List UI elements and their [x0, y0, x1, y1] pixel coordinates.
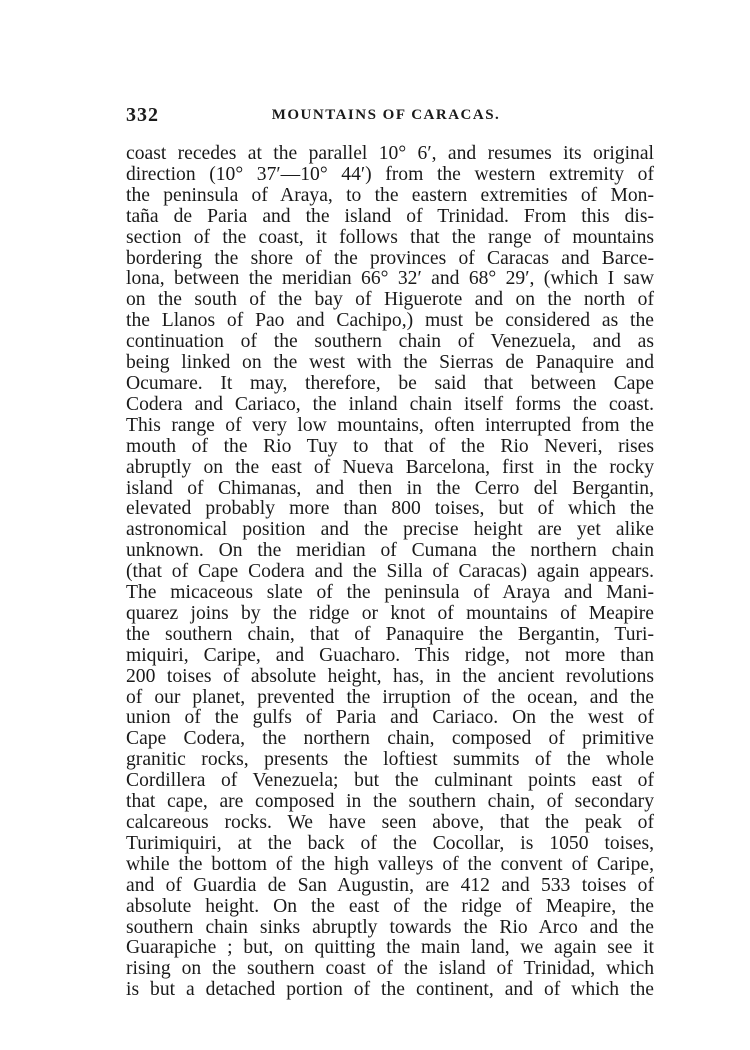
text-line: the Llanos of Pao and Cachipo,) must be considered as the	[126, 310, 654, 332]
text-line: mouth of the Rio Tuy to that of the Rio Neveri, rises	[126, 435, 654, 457]
text-line: Cape Codera, the northern chain, composed of primitive	[126, 728, 654, 750]
text-line: southern chain sinks abruptly towards the Rio Arco and the	[126, 916, 654, 938]
text-line: calcareous rocks. We have seen above, that the peak of	[126, 812, 654, 833]
text-line: granitic rocks, presents the loftiest summits of the whole	[126, 749, 654, 771]
page-header	[126, 104, 646, 128]
text-line: is but a detached portion of the continent, and of which the	[126, 979, 654, 1001]
text-line: Codera and Cariaco, the inland chain itself forms the coast.	[126, 393, 654, 415]
text-line: being linked on the west with the Sierras de Panaquire and	[126, 352, 654, 374]
text-line: unknown. On the meridian of Cumana the northern chain	[126, 540, 654, 562]
text-line: Guarapiche ; but, on quitting the main land, we again see it	[126, 937, 654, 959]
text-line: astronomical position and the precise height are yet alike	[126, 519, 654, 541]
text-line: of our planet, prevented the irruption of the ocean, and the	[126, 686, 654, 708]
text-line: that cape, are composed in the southern chain, of secondary	[126, 791, 654, 813]
text-line: Ocumare. It may, therefore, be said that between Cape	[126, 372, 654, 394]
text-line: union of the gulfs of Paria and Cariaco. On the west of	[126, 707, 654, 729]
body-paragraph	[126, 144, 654, 1001]
text-line: This range of very low mountains, often interrupted from the	[126, 414, 654, 436]
text-line: and of Guardia de San Augustin, are 412 and 533 toises of	[126, 874, 654, 896]
running-title: MOUNTAINS OF CARACAS.	[271, 107, 501, 123]
page-number: 332	[126, 104, 159, 126]
text-line: on the south of the bay of Higuerote and on the north of	[126, 289, 654, 311]
text-line: miquiri, Caripe, and Guacharo. This ridge, not more than	[126, 644, 654, 666]
text-line: abruptly on the east of Nueva Barcelona, first in the rocky	[126, 456, 654, 478]
text-line: the peninsula of Araya, to the eastern extremities of Mon-	[126, 184, 654, 206]
text-line: rising on the southern coast of the island of Trinidad, which	[126, 958, 654, 980]
text-line: coast recedes at the parallel 10° 6′, and resumes its original	[126, 143, 654, 164]
text-line: direction (10° 37′—10° 44′) from the western extremity of	[126, 163, 654, 185]
text-line: taña de Paria and the island of Trinidad. From this dis-	[126, 205, 654, 227]
text-line: island of Chimanas, and then in the Cerro del Bergantin,	[126, 477, 654, 499]
text-line: absolute height. On the east of the ridge of Meapire, the	[126, 895, 654, 917]
text-line: Cordillera of Venezuela; but the culminant points east of	[126, 770, 654, 792]
text-line: The micaceous slate of the peninsula of Araya and Mani-	[126, 582, 654, 604]
text-line: while the bottom of the high valleys of the convent of Caripe,	[126, 853, 654, 875]
text-line: (that of Cape Codera and the Silla of Caracas) again appears.	[126, 561, 654, 583]
text-line: quarez joins by the ridge or knot of mountains of Meapire	[126, 602, 654, 624]
text-line: bordering the shore of the provinces of Caracas and Barce-	[126, 247, 654, 269]
text-line: lona, between the meridian 66° 32′ and 68° 29′, (which I saw	[126, 268, 654, 290]
text-line: continuation of the southern chain of Venezuela, and as	[126, 331, 654, 353]
text-line: section of the coast, it follows that the range of mountains	[126, 226, 654, 248]
text-line: 200 toises of absolute height, has, in the ancient revolutions	[126, 665, 654, 687]
text-line: elevated probably more than 800 toises, but of which the	[126, 498, 654, 520]
text-line: the southern chain, that of Panaquire the Bergantin, Turi-	[126, 623, 654, 645]
text-line: Turimiquiri, at the back of the Cocollar, is 1050 toises,	[126, 832, 654, 854]
